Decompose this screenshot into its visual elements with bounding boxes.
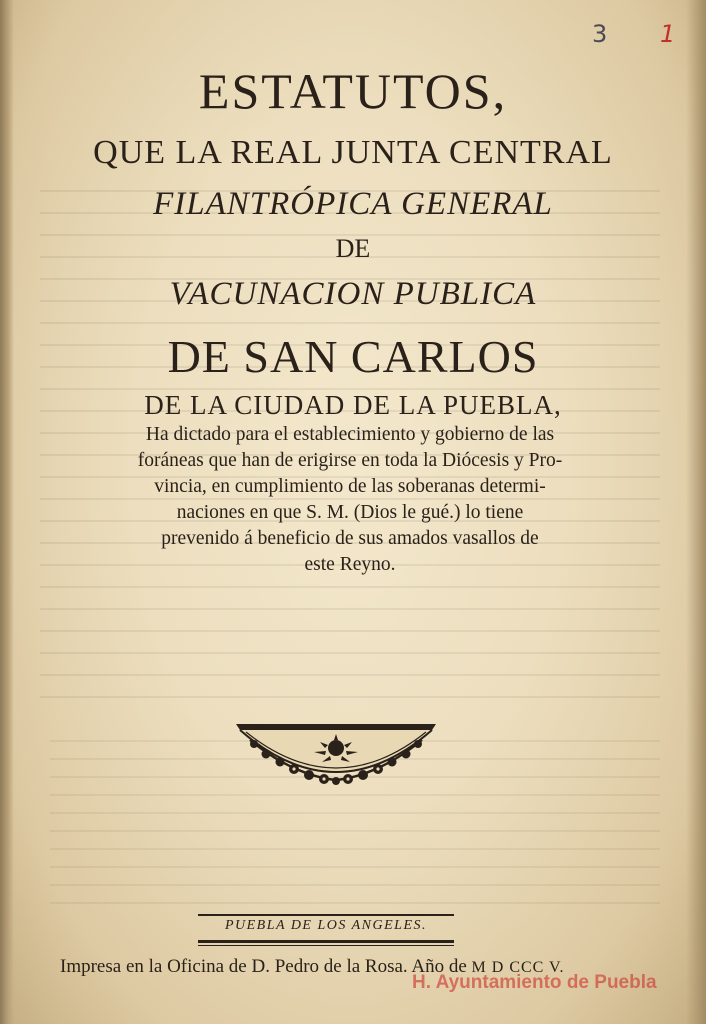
body-line: Ha dictado para el establecimiento y gobierno de las <box>145 424 555 445</box>
title-line-1: ESTATUTOS, <box>198 63 508 119</box>
rule-bottom-thick <box>198 940 454 943</box>
place-of-printing: PUEBLA DE LOS ANGELES. <box>224 918 428 933</box>
imprint-year: M D CCC V. <box>471 959 565 976</box>
body-line: vincia, en cumplimiento de las soberanas determi- <box>154 476 546 497</box>
rule-top <box>198 914 454 916</box>
archive-watermark: H. Ayuntamiento de Puebla <box>412 972 657 993</box>
title-line-3: FILANTRÓPICA GENERAL <box>153 186 553 222</box>
body-line: naciones en que S. M. (Dios le gué.) lo tiene <box>176 502 524 523</box>
body-line: este Reyno. <box>304 554 396 575</box>
title-line-4: DE <box>335 234 371 263</box>
body-line: prevenido á beneficio de sus amados vasallos de <box>161 528 539 549</box>
title-line-2: QUE LA REAL JUNTA CENTRAL <box>93 134 613 171</box>
imprint-text: Impresa en la Oficina de D. Pedro de la Rosa. Año de <box>60 956 472 977</box>
folio-number: 3 <box>592 20 608 48</box>
sunburst-garland-ornament-icon <box>232 718 440 798</box>
body-line: foráneas que han de erigirse en toda la Diócesis y Pro- <box>137 450 563 471</box>
rule-bottom-thin <box>198 945 454 946</box>
title-line-6: DE SAN CARLOS <box>167 331 539 382</box>
red-margin-mark: 1 <box>660 20 676 48</box>
place-block <box>198 914 454 954</box>
title-line-7: DE LA CIUDAD DE LA PUEBLA, <box>144 390 562 420</box>
body-paragraph <box>60 422 640 578</box>
title-line-5: VACUNACION PUBLICA <box>169 276 537 312</box>
